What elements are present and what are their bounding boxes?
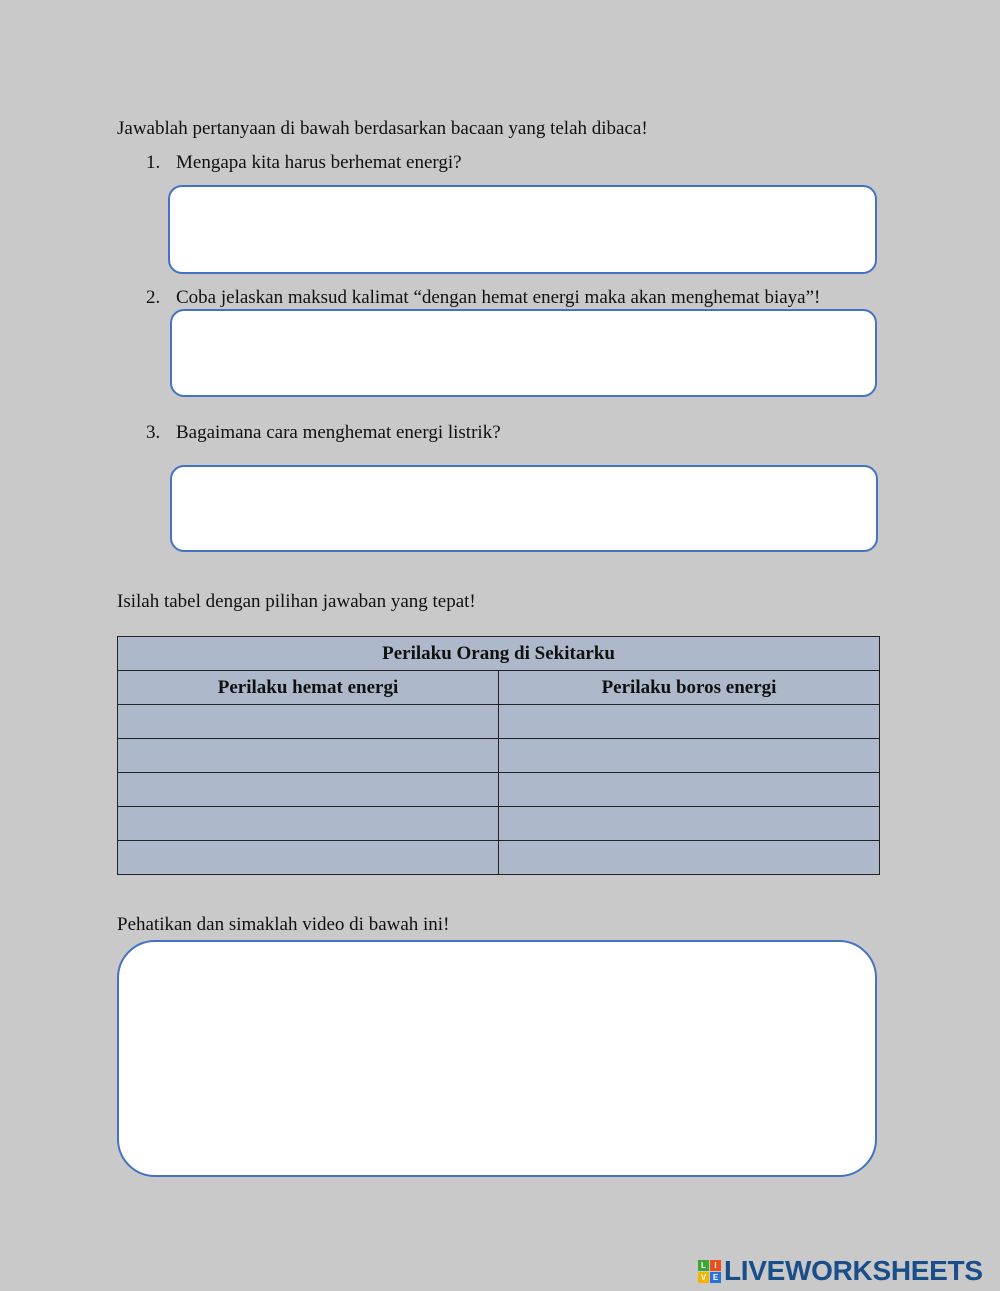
boros-cell-1[interactable] — [499, 705, 880, 739]
question-3-text: Bagaimana cara menghemat energi listrik? — [176, 422, 501, 443]
hemat-cell-2[interactable] — [118, 739, 499, 773]
table-row — [118, 841, 880, 875]
logo-mark-icon — [698, 1260, 721, 1283]
logo-mark-letter: E — [710, 1272, 721, 1283]
table-row — [118, 807, 880, 841]
liveworksheets-logo — [698, 1257, 983, 1285]
video-player[interactable] — [117, 940, 877, 1177]
question-1-text: Mengapa kita harus berhemat energi? — [176, 152, 462, 173]
question-3-number: 3. — [146, 422, 161, 443]
instruction-video: Pehatikan dan simaklah video di bawah ini! — [117, 914, 450, 935]
question-1-number: 1. — [146, 152, 161, 173]
table-header-row — [118, 671, 880, 705]
hemat-cell-4[interactable] — [118, 807, 499, 841]
boros-cell-2[interactable] — [499, 739, 880, 773]
hemat-cell-1[interactable] — [118, 705, 499, 739]
table-row — [118, 705, 880, 739]
logo-mark-letter: V — [698, 1272, 709, 1283]
answer-3-input[interactable] — [170, 465, 878, 552]
hemat-cell-5[interactable] — [118, 841, 499, 875]
logo-mark-letter: L — [698, 1260, 709, 1271]
table-row — [118, 773, 880, 807]
instruction-questions: Jawablah pertanyaan di bawah berdasarkan bacaan yang telah dibaca! — [117, 118, 648, 139]
question-2-number: 2. — [146, 287, 161, 308]
question-2-text: Coba jelaskan maksud kalimat “dengan hemat energi maka akan menghemat biaya”! — [176, 287, 821, 308]
hemat-cell-3[interactable] — [118, 773, 499, 807]
boros-cell-3[interactable] — [499, 773, 880, 807]
boros-cell-4[interactable] — [499, 807, 880, 841]
behavior-table — [117, 636, 880, 875]
answer-2-input[interactable] — [170, 309, 877, 397]
answer-1-input[interactable] — [168, 185, 877, 274]
column-header-hemat: Perilaku hemat energi — [118, 671, 499, 705]
column-header-boros: Perilaku boros energi — [499, 671, 880, 705]
table-title: Perilaku Orang di Sekitarku — [118, 637, 880, 671]
table-title-row — [118, 637, 880, 671]
instruction-table: Isilah tabel dengan pilihan jawaban yang tepat! — [117, 591, 476, 612]
boros-cell-5[interactable] — [499, 841, 880, 875]
table-row — [118, 739, 880, 773]
logo-text: LIVEWORKSHEETS — [724, 1255, 983, 1286]
logo-mark-letter: I — [710, 1260, 721, 1271]
